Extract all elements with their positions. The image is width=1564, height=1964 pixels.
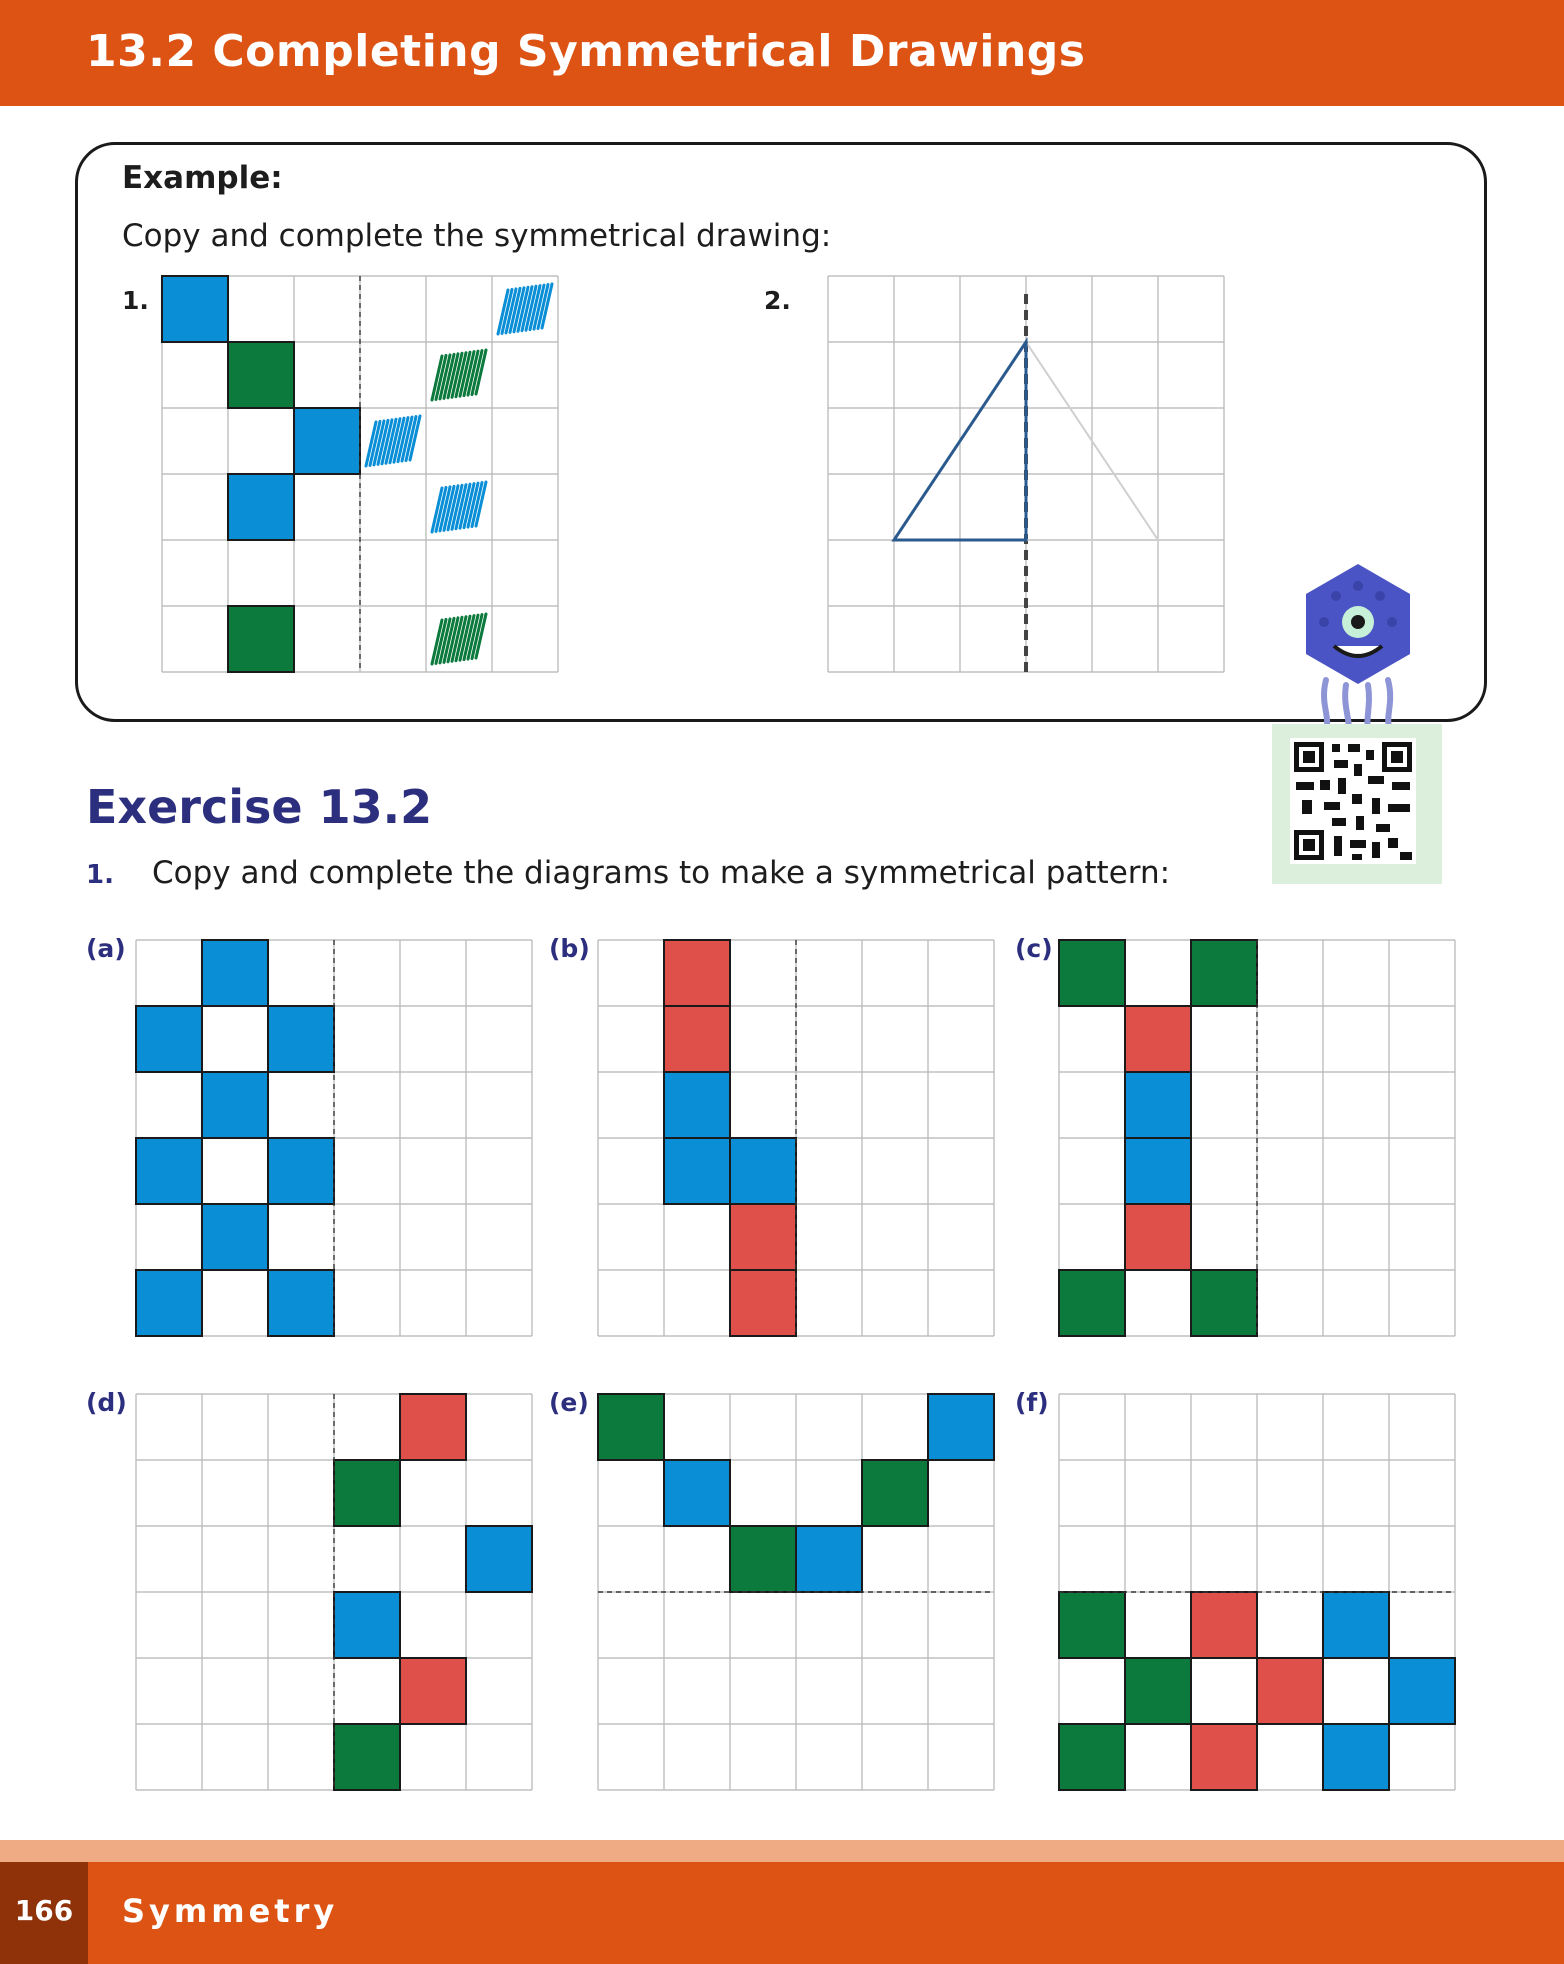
filled-cell-blue	[228, 474, 294, 540]
example-grid-2	[828, 276, 1224, 672]
filled-cell-blue	[664, 1072, 730, 1138]
filled-cell-blue	[162, 276, 228, 342]
filled-cell-blue	[268, 1138, 334, 1204]
filled-cell-blue	[1389, 1658, 1455, 1724]
filled-cell-green	[1191, 1270, 1257, 1336]
example-grid-1	[162, 276, 558, 672]
mascot-area	[1268, 560, 1448, 894]
part-label-d: (d)	[86, 1388, 127, 1417]
filled-cell-red	[1191, 1592, 1257, 1658]
filled-cell-blue	[136, 1006, 202, 1072]
example-instruction: Copy and complete the symmetrical drawing:	[122, 218, 832, 254]
exercise-question-number: 1.	[86, 860, 114, 890]
example-label: Example:	[122, 160, 283, 196]
filled-cell-green	[228, 342, 294, 408]
filled-cell-green	[1191, 940, 1257, 1006]
chapter-name: Symmetry	[122, 1892, 339, 1930]
filled-cell-blue	[730, 1138, 796, 1204]
filled-cell-green	[334, 1724, 400, 1790]
filled-cell-blue	[202, 1204, 268, 1270]
page-number: 166	[14, 1894, 74, 1927]
filled-cell-blue	[202, 940, 268, 1006]
exercise-grid-b	[598, 940, 994, 1336]
filled-cell-red	[1125, 1006, 1191, 1072]
filled-cell-red	[1257, 1658, 1323, 1724]
exercise-grid-e	[598, 1394, 994, 1790]
example-question-number-1: 1.	[122, 286, 149, 315]
exercise-title: Exercise 13.2	[86, 780, 433, 834]
part-label-a: (a)	[86, 934, 126, 963]
filled-cell-green	[228, 606, 294, 672]
filled-cell-blue	[928, 1394, 994, 1460]
filled-cell-red	[1191, 1724, 1257, 1790]
filled-cell-blue	[268, 1270, 334, 1336]
filled-cell-blue	[136, 1138, 202, 1204]
exercise-grid-c	[1059, 940, 1455, 1336]
part-label-b: (b)	[549, 934, 590, 963]
filled-cell-green	[1125, 1658, 1191, 1724]
filled-cell-blue	[334, 1592, 400, 1658]
filled-cell-green	[1059, 1724, 1125, 1790]
filled-cell-red	[400, 1394, 466, 1460]
filled-cell-red	[664, 940, 730, 1006]
exercise-grid-f	[1059, 1394, 1455, 1790]
filled-cell-green	[334, 1460, 400, 1526]
filled-cell-blue	[136, 1270, 202, 1336]
filled-cell-blue	[1323, 1592, 1389, 1658]
filled-cell-green	[1059, 940, 1125, 1006]
filled-cell-green	[598, 1394, 664, 1460]
exercise-grid-a	[136, 940, 532, 1336]
filled-cell-blue	[1125, 1138, 1191, 1204]
filled-cell-red	[1125, 1204, 1191, 1270]
filled-cell-blue	[294, 408, 360, 474]
filled-cell-blue	[1125, 1072, 1191, 1138]
filled-cell-blue	[796, 1526, 862, 1592]
exercise-grid-d	[136, 1394, 532, 1790]
filled-cell-red	[664, 1006, 730, 1072]
qr-code-icon	[1268, 720, 1448, 890]
filled-cell-green	[1059, 1270, 1125, 1336]
filled-cell-green	[862, 1460, 928, 1526]
filled-cell-blue	[268, 1006, 334, 1072]
part-label-c: (c)	[1015, 934, 1053, 963]
footer-stripe	[0, 1840, 1564, 1862]
exercise-question-text: Copy and complete the diagrams to make a symmetrical pattern:	[152, 855, 1171, 891]
page-title: 13.2 Completing Symmetrical Drawings	[86, 26, 1086, 77]
filled-cell-red	[730, 1270, 796, 1336]
filled-cell-blue	[664, 1138, 730, 1204]
filled-cell-red	[730, 1204, 796, 1270]
filled-cell-blue	[664, 1460, 730, 1526]
filled-cell-blue	[202, 1072, 268, 1138]
filled-cell-blue	[466, 1526, 532, 1592]
part-label-e: (e)	[549, 1388, 589, 1417]
filled-cell-green	[1059, 1592, 1125, 1658]
filled-cell-red	[400, 1658, 466, 1724]
filled-cell-green	[730, 1526, 796, 1592]
example-question-number-2: 2.	[764, 286, 791, 315]
filled-cell-blue	[1323, 1724, 1389, 1790]
part-label-f: (f)	[1015, 1388, 1049, 1417]
